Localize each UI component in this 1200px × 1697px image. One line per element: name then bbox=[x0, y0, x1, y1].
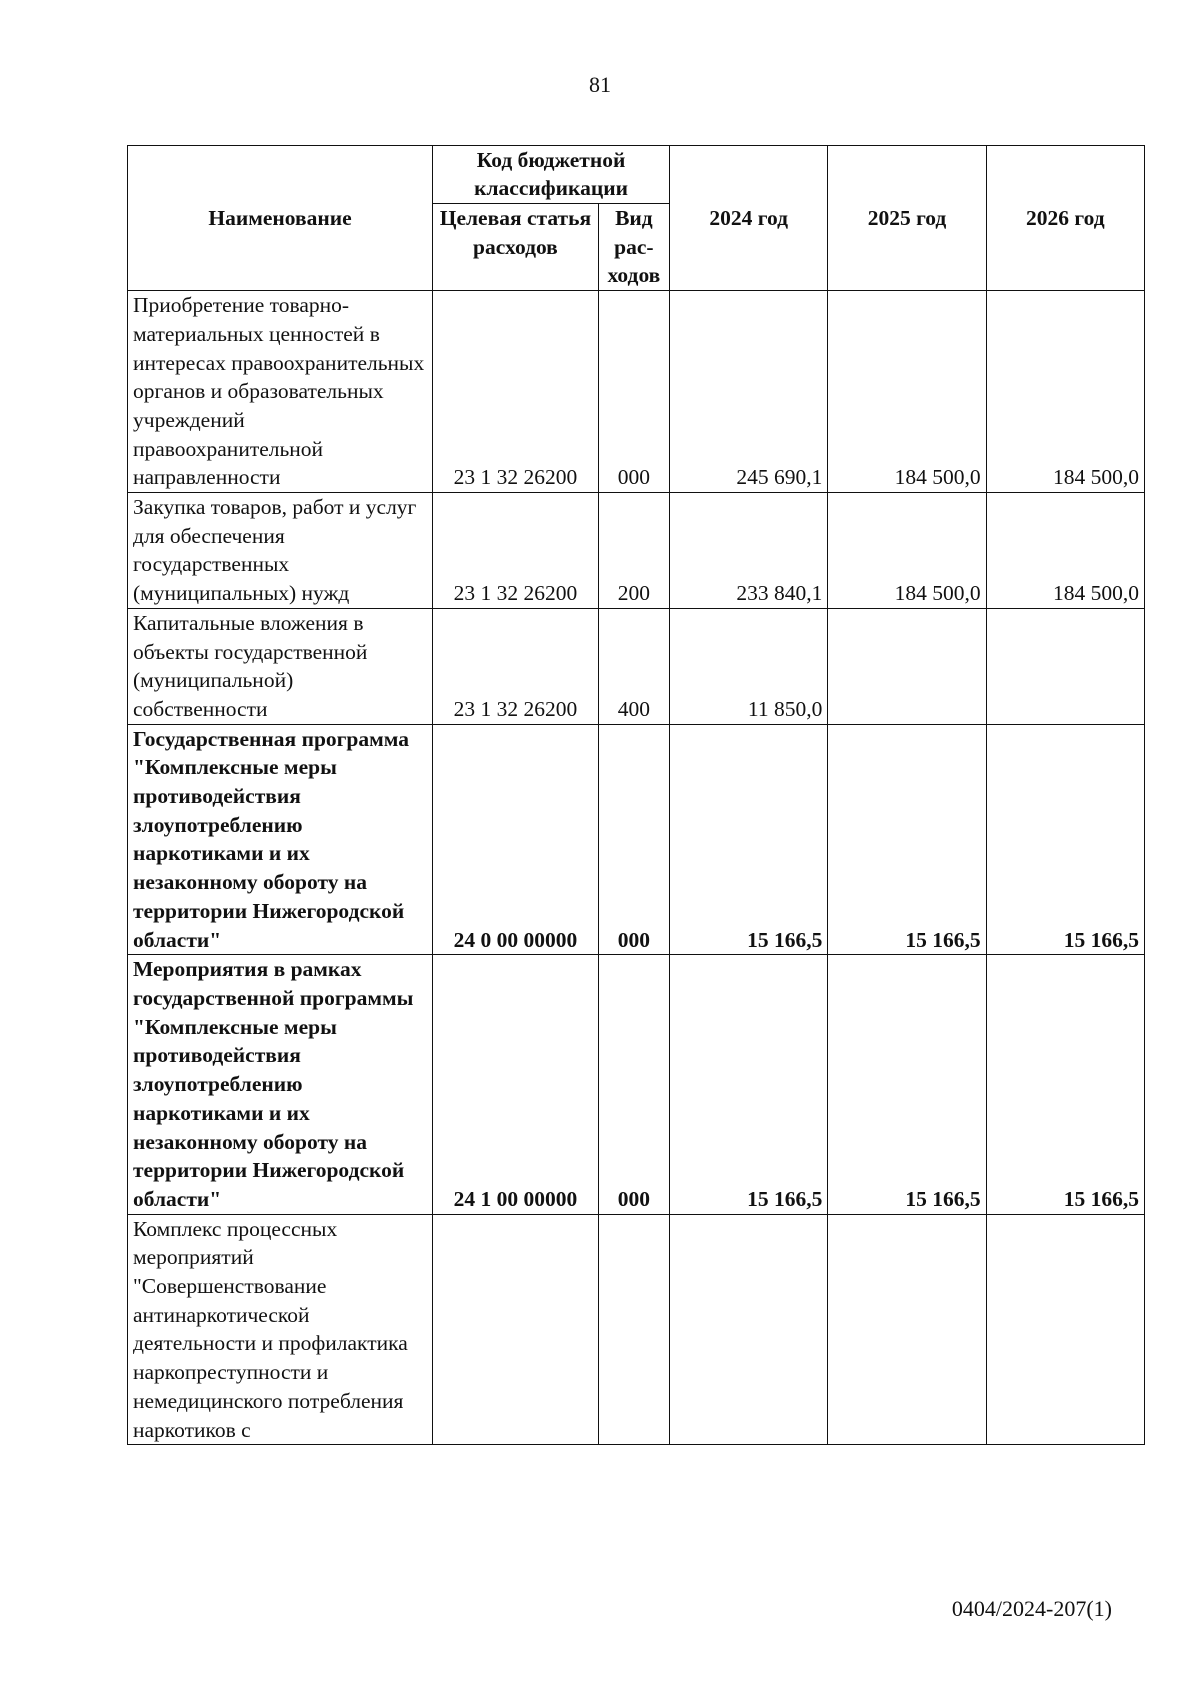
row-2026-cell: 184 500,0 bbox=[986, 291, 1144, 493]
row-target-code-cell: 23 1 32 26200 bbox=[433, 608, 599, 724]
row-name-cell: Закупка товаров, работ и услуг для обеспечения государственных (муниципальных) нужд bbox=[128, 493, 433, 609]
row-name-cell: Государственная программа "Комплексные меры противодействия злоупотреблению наркотиками и их незаконному обороту на территории Нижегородской области" bbox=[128, 724, 433, 955]
row-vid-cell bbox=[598, 1214, 669, 1445]
header-target: Целевая статья расходов bbox=[433, 204, 599, 291]
header-2025: 2025 год bbox=[828, 146, 986, 291]
header-2026: 2026 год bbox=[986, 146, 1144, 291]
row-name-cell: Капитальные вложения в объекты государственной (муниципальной) собственности bbox=[128, 608, 433, 724]
row-target-code-cell: 24 0 00 00000 bbox=[433, 724, 599, 955]
row-2025-cell bbox=[828, 608, 986, 724]
footer-code: 0404/2024-207(1) bbox=[951, 1596, 1112, 1621]
row-2026-cell bbox=[986, 608, 1144, 724]
header-name: Наименование bbox=[128, 146, 433, 291]
row-2025-cell: 184 500,0 bbox=[828, 493, 986, 609]
row-2024-cell bbox=[670, 1214, 828, 1445]
table-row bbox=[128, 493, 1145, 609]
row-name-cell: Мероприятия в рамках государственной программы "Комплексные меры противодействия злоупотреблению наркотиками и их незаконному обороту на территории Нижегородской области" bbox=[128, 955, 433, 1214]
row-2024-cell: 11 850,0 bbox=[670, 608, 828, 724]
row-2026-cell: 184 500,0 bbox=[986, 493, 1144, 609]
row-2025-cell bbox=[828, 1214, 986, 1445]
row-2024-cell: 245 690,1 bbox=[670, 291, 828, 493]
table-row bbox=[128, 291, 1145, 493]
budget-table bbox=[127, 145, 1145, 1445]
row-target-code-cell: 23 1 32 26200 bbox=[433, 493, 599, 609]
row-2025-cell: 15 166,5 bbox=[828, 724, 986, 955]
page-number: 81 bbox=[589, 72, 611, 97]
row-2025-cell: 184 500,0 bbox=[828, 291, 986, 493]
row-target-code-cell bbox=[433, 1214, 599, 1445]
row-2026-cell bbox=[986, 1214, 1144, 1445]
table-row bbox=[128, 955, 1145, 1214]
row-2024-cell: 15 166,5 bbox=[670, 724, 828, 955]
row-2024-cell: 15 166,5 bbox=[670, 955, 828, 1214]
header-kbk: Код бюджетной классификации bbox=[433, 146, 670, 204]
table-row bbox=[128, 1214, 1145, 1445]
row-2026-cell: 15 166,5 bbox=[986, 955, 1144, 1214]
table-row bbox=[128, 724, 1145, 955]
header-row-top bbox=[128, 146, 1145, 204]
table-row bbox=[128, 608, 1145, 724]
row-vid-cell: 200 bbox=[598, 493, 669, 609]
row-target-code-cell: 23 1 32 26200 bbox=[433, 291, 599, 493]
row-vid-cell: 000 bbox=[598, 291, 669, 493]
header-2024: 2024 год bbox=[670, 146, 828, 291]
header-vid: Вид рас-ходов bbox=[598, 204, 669, 291]
row-target-code-cell: 24 1 00 00000 bbox=[433, 955, 599, 1214]
row-2025-cell: 15 166,5 bbox=[828, 955, 986, 1214]
row-vid-cell: 000 bbox=[598, 955, 669, 1214]
row-name-cell: Приобретение товарно-материальных ценностей в интересах правоохранительных органов и образовательных учреждений правоохранительной направленности bbox=[128, 291, 433, 493]
row-2024-cell: 233 840,1 bbox=[670, 493, 828, 609]
row-2026-cell: 15 166,5 bbox=[986, 724, 1144, 955]
row-vid-cell: 400 bbox=[598, 608, 669, 724]
row-name-cell: Комплекс процессных мероприятий "Совершенствование антинаркотической деятельности и профилактика наркопреступности и немедицинского потребления наркотиков с bbox=[128, 1214, 433, 1445]
row-vid-cell: 000 bbox=[598, 724, 669, 955]
